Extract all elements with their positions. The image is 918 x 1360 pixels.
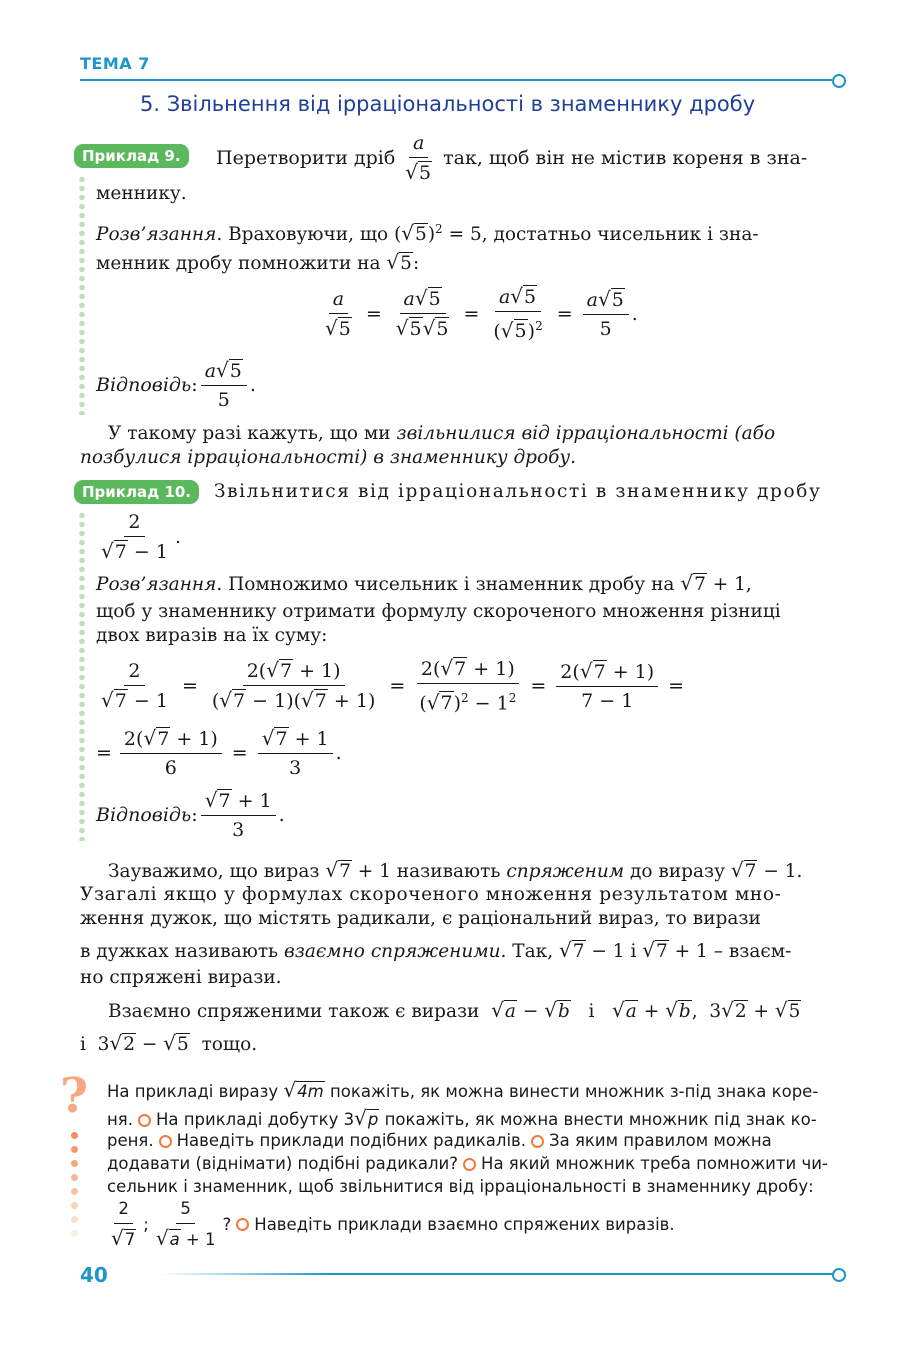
question-mark-icon: ? (60, 1068, 89, 1124)
fraction-a-over-sqrt5: $\frac{a}{√5}$ (405, 132, 432, 184)
example-9-task-cont: меннику. (96, 183, 187, 204)
note-1-line1: У такому разі кажуть, що ми звільнилися від ірраціональності (або (108, 423, 776, 444)
footer-rule-end (832, 1268, 846, 1282)
note-2-line1: Зауважимо, що вираз √7 + 1 називають спряженим до виразу √7 − 1. (108, 858, 803, 882)
questions-line5: сельник і знаменник, щоб звільнитися від ірраціональності в знаменнику дробу: (107, 1177, 814, 1196)
page-title: 5. Звільнення від ірраціональності в знаменнику дробу (140, 92, 756, 116)
note-2-line3: ження дужок, що містять радикали, є раціональний вираз, то вирази (80, 908, 761, 929)
example-9-badge: Приклад 9. (74, 144, 189, 168)
example-9-equation: $\frac{a}{√5}$ = $\frac{a√5}{√5√5}$ = $\frac{a√5}{(√5)^2}$ = $\frac{a√5}{5}$ . (325, 284, 638, 343)
example-9-task-line: Перетворити дріб $\frac{a}{√5}$ так, щоб він не містив кореня в зна- (216, 132, 808, 184)
example-9-dots (79, 175, 85, 415)
example-10-badge: Приклад 10. (74, 480, 199, 504)
example-10-answer: Відповідь : $\frac{√7 + 1}{3}$ . (96, 788, 285, 841)
note-3-line2: і 3√2 − √5 тощо. (80, 1031, 258, 1055)
example-9-solution-line2: менник дробу помножити на √5: (96, 250, 420, 274)
questions-line4: додавати (віднімати) подібні радикали? На який множник треба помножити чи- (107, 1154, 828, 1173)
questions-line3: реня. Наведіть приклади подібних радикалів. За яким правилом можна (107, 1131, 772, 1150)
example-10-equation-1: $\frac{2}{√7 - 1}$ = $\frac{2(√7 + 1)}{(√7 - 1)(√7 + 1)}$ = $\frac{2(√7 + 1)}{(√7)^2 - 1^2}$ = $\frac{2(√7 + 1)}{7 - 1}$ = (101, 656, 685, 715)
footer-rule (160, 1273, 832, 1275)
note-1-line2: позбулися ірраціональності) в знаменнику дробу. (80, 447, 577, 468)
questions-dots (71, 1132, 79, 1244)
header-rule-end (832, 74, 846, 88)
questions-line6: $\frac{2}{√7}$ ; $\frac{5}{√a + 1}$ ? Наведіть приклади взаємно спряжених виразів. (111, 1199, 675, 1250)
note-2-line2: Узагалі якщо у формулах скороченого множення результатом мно- (80, 884, 782, 905)
example-9-solution-line1: Розв’язання. Враховуючи, що $(√5)^2 = 5$, достатньо чисельник і зна- (96, 221, 759, 246)
example-9-answer: Відповідь : $\frac{a√5}{5}$ . (96, 358, 256, 411)
example-10-solution-line1: Розв’язання. Помножимо чисельник і знаменник дробу на √7 + 1, (96, 571, 752, 595)
questions-line2: ня. На прикладі добутку 3√p покажіть, як можна внести множник під знак ко- (107, 1106, 817, 1130)
example-10-task: Звільнитися від ірраціональності в знаменнику дробу (214, 481, 822, 502)
example-10-fraction: $\frac{2}{√7 - 1}$ . (101, 511, 181, 563)
page-number: 40 (80, 1263, 108, 1287)
note-2-line5: но спряжені вирази. (80, 967, 282, 988)
note-2-line4: в дужках називають взаємно спряженими. Так, √7 − 1 і √7 + 1 – взаєм- (80, 938, 792, 962)
questions-line1: На прикладі виразу √4m покажіть, як можна винести множник з-під знака коре- (107, 1078, 819, 1102)
example-10-dots (79, 511, 85, 841)
note-3-line1: Взаємно спряженими також є вирази √a − √b і √a + √b, 3√2 + √5 (108, 998, 801, 1022)
header-rule (80, 79, 832, 81)
example-10-solution-line2: щоб у знаменнику отримати формулу скороченого множення різниці (96, 601, 781, 622)
example-10-solution-line3: двох виразів на їх суму: (96, 625, 328, 646)
example-10-equation-2: = $\frac{2(√7 + 1)}{6}$ = $\frac{√7 + 1}{3}$ . (96, 726, 342, 779)
section-tag: ТЕМА 7 (80, 54, 150, 73)
